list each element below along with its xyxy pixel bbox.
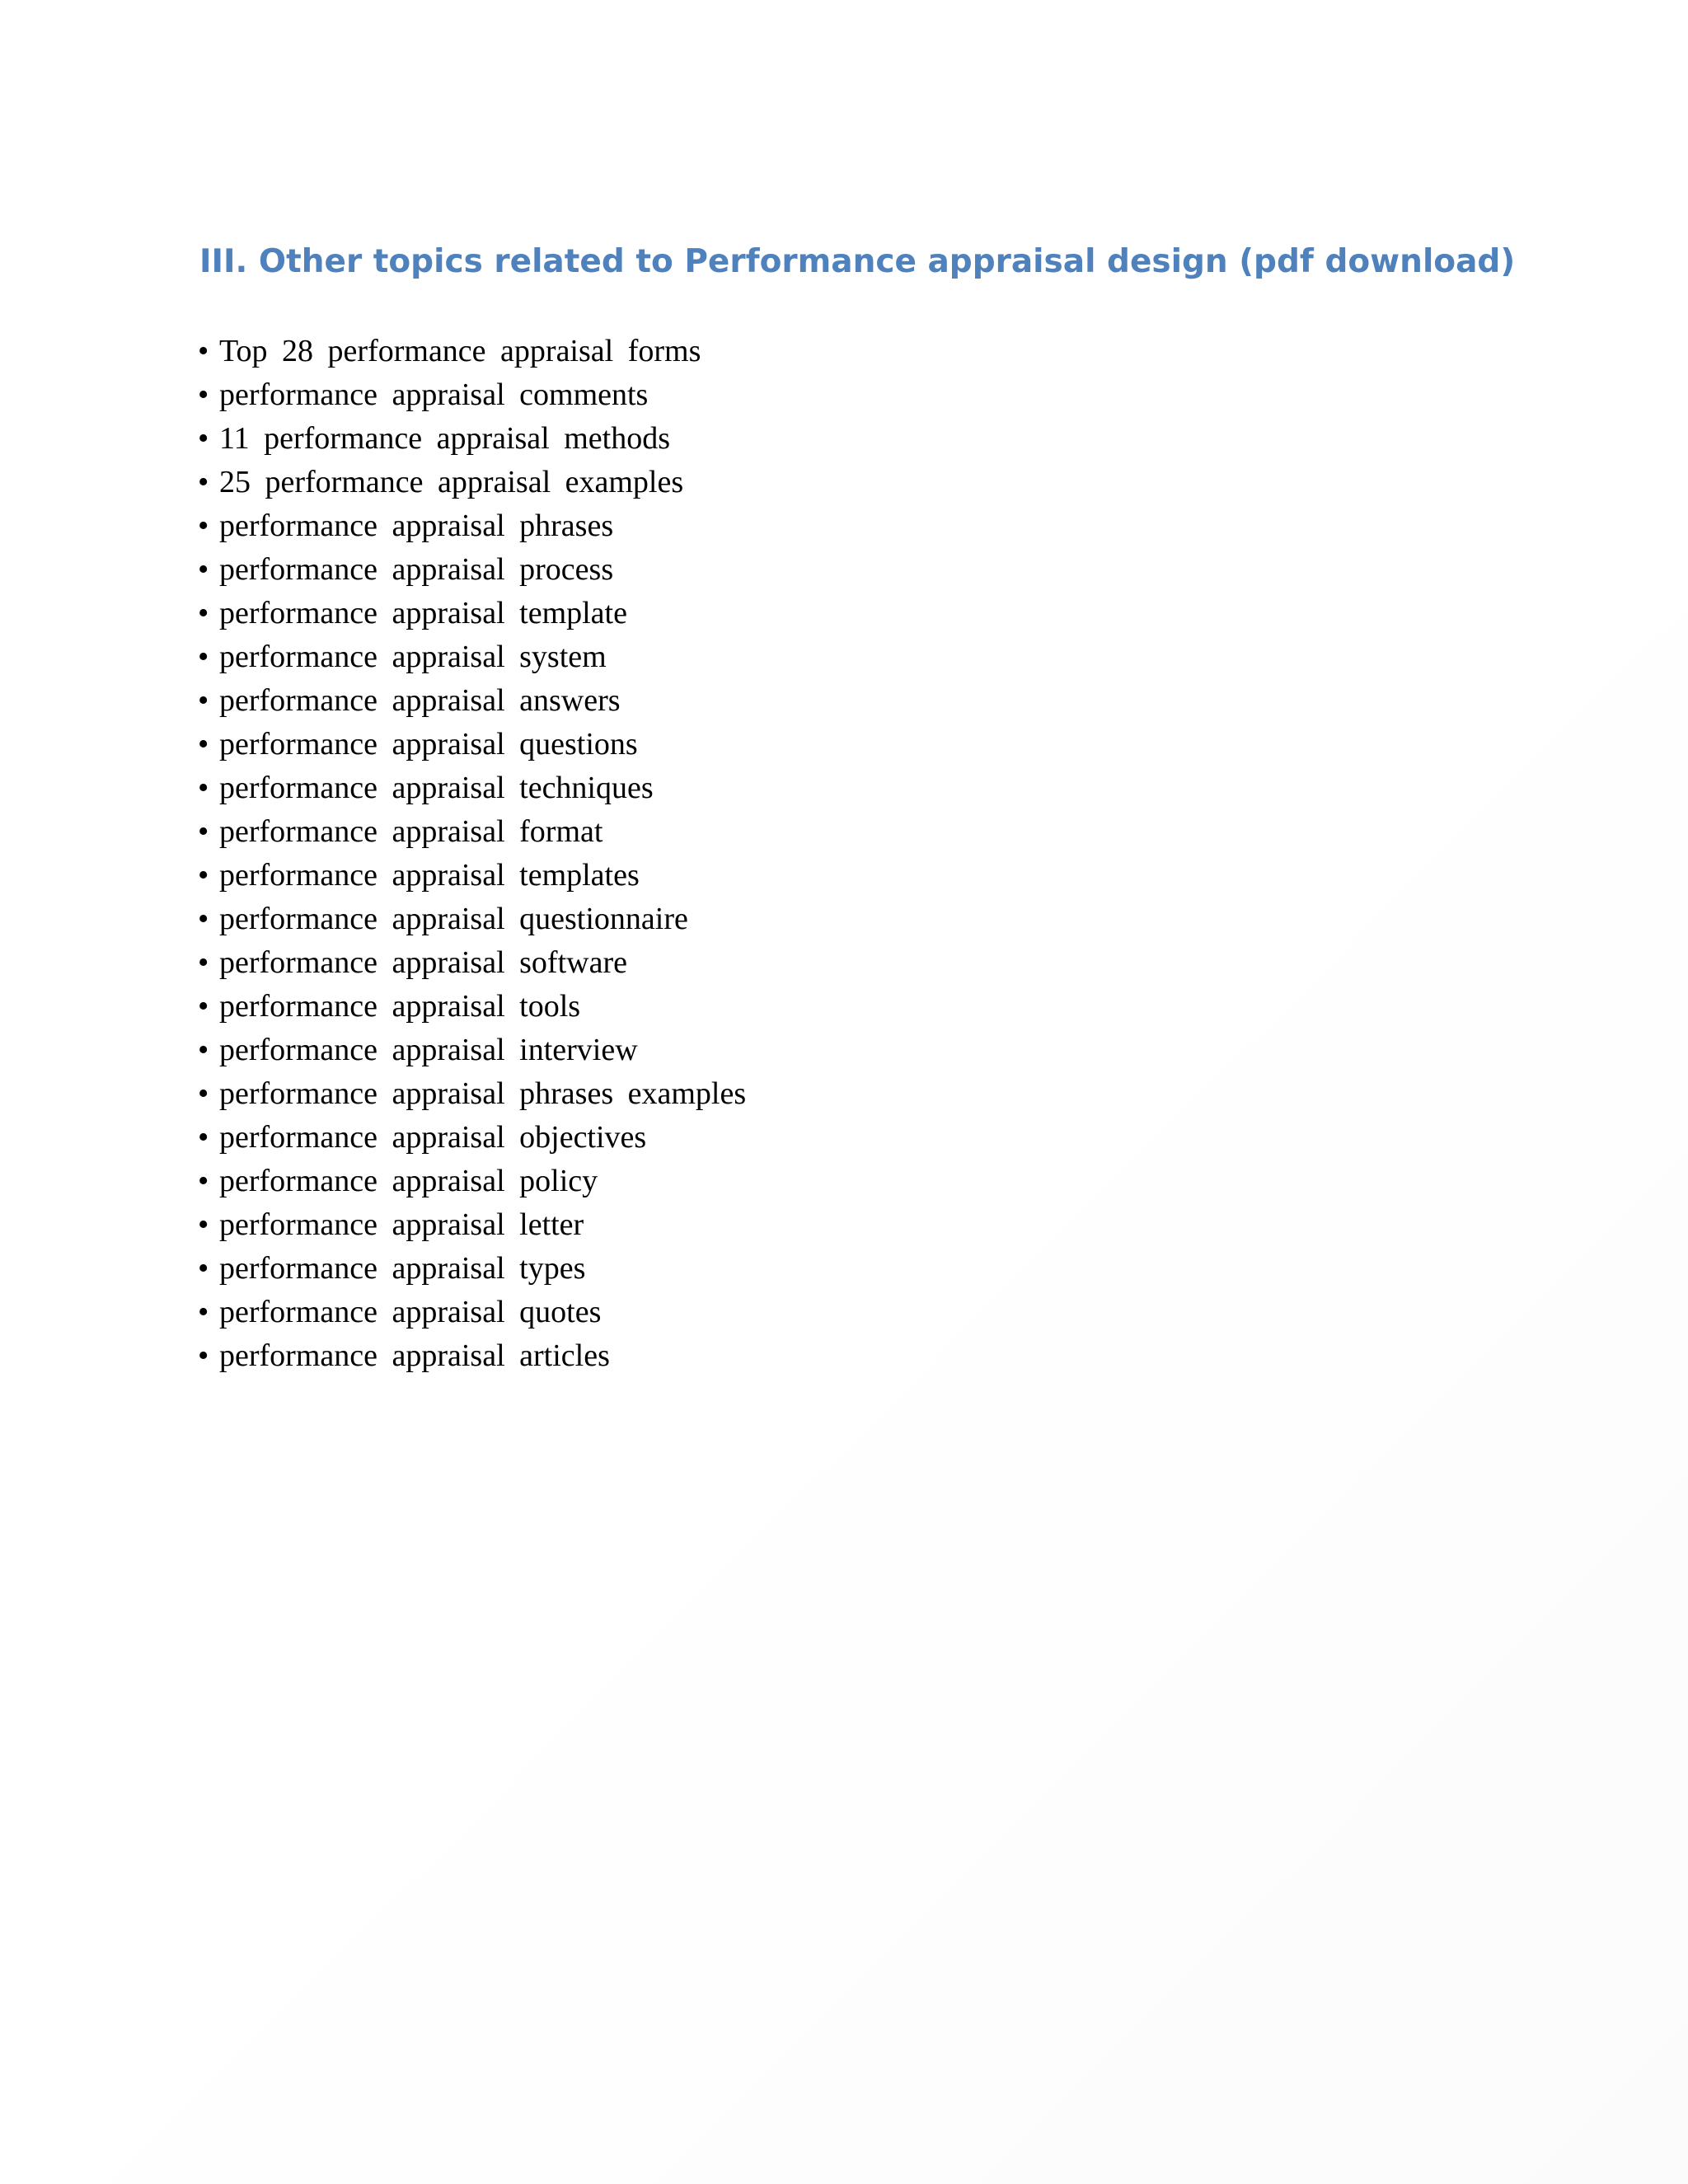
list-item-label: performance appraisal objectives	[219, 1120, 647, 1155]
list-item-label: performance appraisal questions	[219, 727, 638, 762]
bullet-icon: •	[198, 334, 209, 368]
list-item-label: performance appraisal letter	[219, 1207, 584, 1242]
bullet-icon: •	[198, 1120, 209, 1155]
list-item-label: performance appraisal interview	[219, 1033, 638, 1067]
list-item-label: performance appraisal phrases	[219, 509, 614, 543]
bullet-icon: •	[198, 858, 209, 893]
bullet-icon: •	[198, 727, 209, 762]
list-item-label: performance appraisal techniques	[219, 771, 654, 805]
bullet-icon: •	[198, 683, 209, 718]
list-item-label: performance appraisal phrases examples	[219, 1076, 747, 1111]
bullet-icon: •	[198, 1207, 209, 1242]
bullet-icon: •	[198, 1033, 209, 1067]
list-item-label: performance appraisal template	[219, 596, 627, 630]
bullet-icon: •	[198, 989, 209, 1024]
list-item	[198, 592, 746, 635]
bullet-icon: •	[198, 902, 209, 936]
bullet-icon: •	[198, 552, 209, 587]
list-item	[198, 810, 746, 854]
list-item-label: performance appraisal system	[219, 640, 607, 674]
list-item	[198, 1160, 746, 1203]
bullet-icon: •	[198, 509, 209, 543]
list-item-label: performance appraisal articles	[219, 1338, 610, 1373]
list-item	[198, 330, 746, 373]
list-item	[198, 1029, 746, 1072]
list-item	[198, 461, 746, 504]
bullet-icon: •	[198, 421, 209, 456]
bullet-icon: •	[198, 377, 209, 412]
bullet-icon: •	[198, 945, 209, 980]
list-item	[198, 1291, 746, 1334]
list-item	[198, 854, 746, 898]
bullet-icon: •	[198, 640, 209, 674]
list-item	[198, 373, 746, 417]
list-item	[198, 417, 746, 461]
list-item-label: performance appraisal questionnaire	[219, 902, 688, 936]
list-item	[198, 985, 746, 1029]
list-item	[198, 723, 746, 766]
bullet-icon: •	[198, 465, 209, 499]
bullet-icon: •	[198, 771, 209, 805]
list-item-label: performance appraisal quotes	[219, 1295, 602, 1329]
list-item	[198, 941, 746, 985]
list-item-label: performance appraisal software	[219, 945, 627, 980]
bullet-icon: •	[198, 1338, 209, 1373]
bullet-icon: •	[198, 1076, 209, 1111]
list-item-label: Top 28 performance appraisal forms	[219, 334, 701, 368]
list-item-label: performance appraisal answers	[219, 683, 621, 718]
list-item-label: 25 performance appraisal examples	[219, 465, 684, 499]
section-heading: III. Other topics related to Performance appraisal design (pdf download)	[199, 243, 1516, 280]
list-item-label: performance appraisal comments	[219, 377, 649, 412]
bullet-icon: •	[198, 1295, 209, 1329]
list-item	[198, 679, 746, 723]
bullet-icon: •	[198, 1164, 209, 1198]
bullet-icon: •	[198, 814, 209, 849]
list-item-label: performance appraisal process	[219, 552, 614, 587]
list-item	[198, 548, 746, 592]
bullet-icon: •	[198, 596, 209, 630]
list-item	[198, 898, 746, 941]
related-topics-list	[198, 330, 746, 1378]
list-item	[198, 1247, 746, 1291]
list-item-label: performance appraisal format	[219, 814, 603, 849]
list-item-label: performance appraisal types	[219, 1251, 586, 1286]
list-item	[198, 1116, 746, 1160]
list-item	[198, 766, 746, 810]
list-item	[198, 1203, 746, 1247]
list-item-label: 11 performance appraisal methods	[219, 421, 671, 456]
list-item-label: performance appraisal tools	[219, 989, 581, 1024]
list-item	[198, 635, 746, 679]
list-item	[198, 1334, 746, 1378]
list-item-label: performance appraisal templates	[219, 858, 640, 893]
list-item-label: performance appraisal policy	[219, 1164, 598, 1198]
bullet-icon: •	[198, 1251, 209, 1286]
list-item	[198, 504, 746, 548]
list-item	[198, 1072, 746, 1116]
